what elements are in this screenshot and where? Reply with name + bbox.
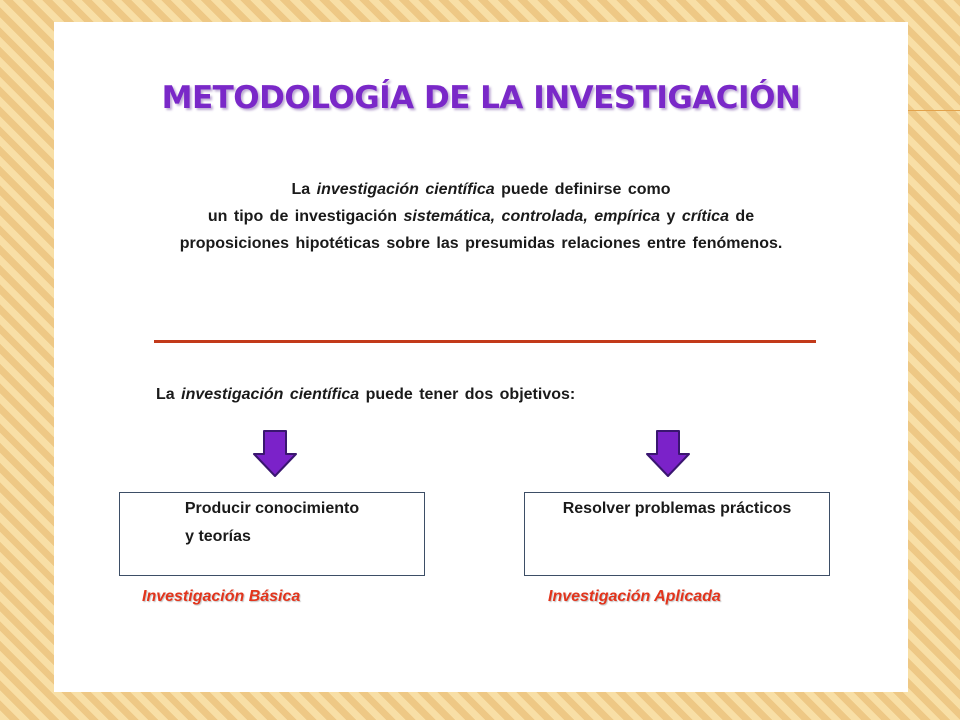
objective-box-line: y teorías bbox=[185, 528, 251, 545]
definition-emphasis: crítica bbox=[681, 208, 729, 225]
definition-line-1: La investigación científica puede definirse como bbox=[291, 181, 671, 198]
objective-box-applied bbox=[524, 492, 830, 576]
objective-box-basic bbox=[119, 492, 425, 576]
objective-box-line: Producir conocimiento bbox=[184, 500, 360, 517]
slide-panel bbox=[54, 22, 908, 692]
definition-line-3: proposiciones hipotéticas sobre las presumidas relaciones entre fenómenos. bbox=[179, 235, 783, 252]
down-arrow-icon bbox=[252, 430, 298, 478]
definition-emphasis: investigación científica bbox=[316, 181, 495, 198]
objective-box-line: Resolver problemas prácticos bbox=[562, 500, 792, 517]
down-arrow-icon bbox=[645, 430, 691, 478]
caption-basic-research: Investigación Básica bbox=[142, 588, 301, 605]
separator-line bbox=[154, 340, 816, 343]
definition-paragraph bbox=[54, 176, 908, 257]
definition-emphasis: sistemática, controlada, empírica bbox=[403, 208, 661, 225]
objectives-emphasis: investigación científica bbox=[181, 386, 360, 403]
caption-applied-research: Investigación Aplicada bbox=[548, 588, 721, 605]
accent-line bbox=[908, 110, 960, 111]
slide-title: METODOLOGÍA DE LA INVESTIGACIÓN bbox=[161, 80, 801, 116]
objectives-statement: La investigación científica puede tener dos objetivos: bbox=[156, 386, 576, 403]
definition-line-2: un tipo de investigación sistemática, controlada, empírica y crítica de bbox=[207, 208, 755, 225]
